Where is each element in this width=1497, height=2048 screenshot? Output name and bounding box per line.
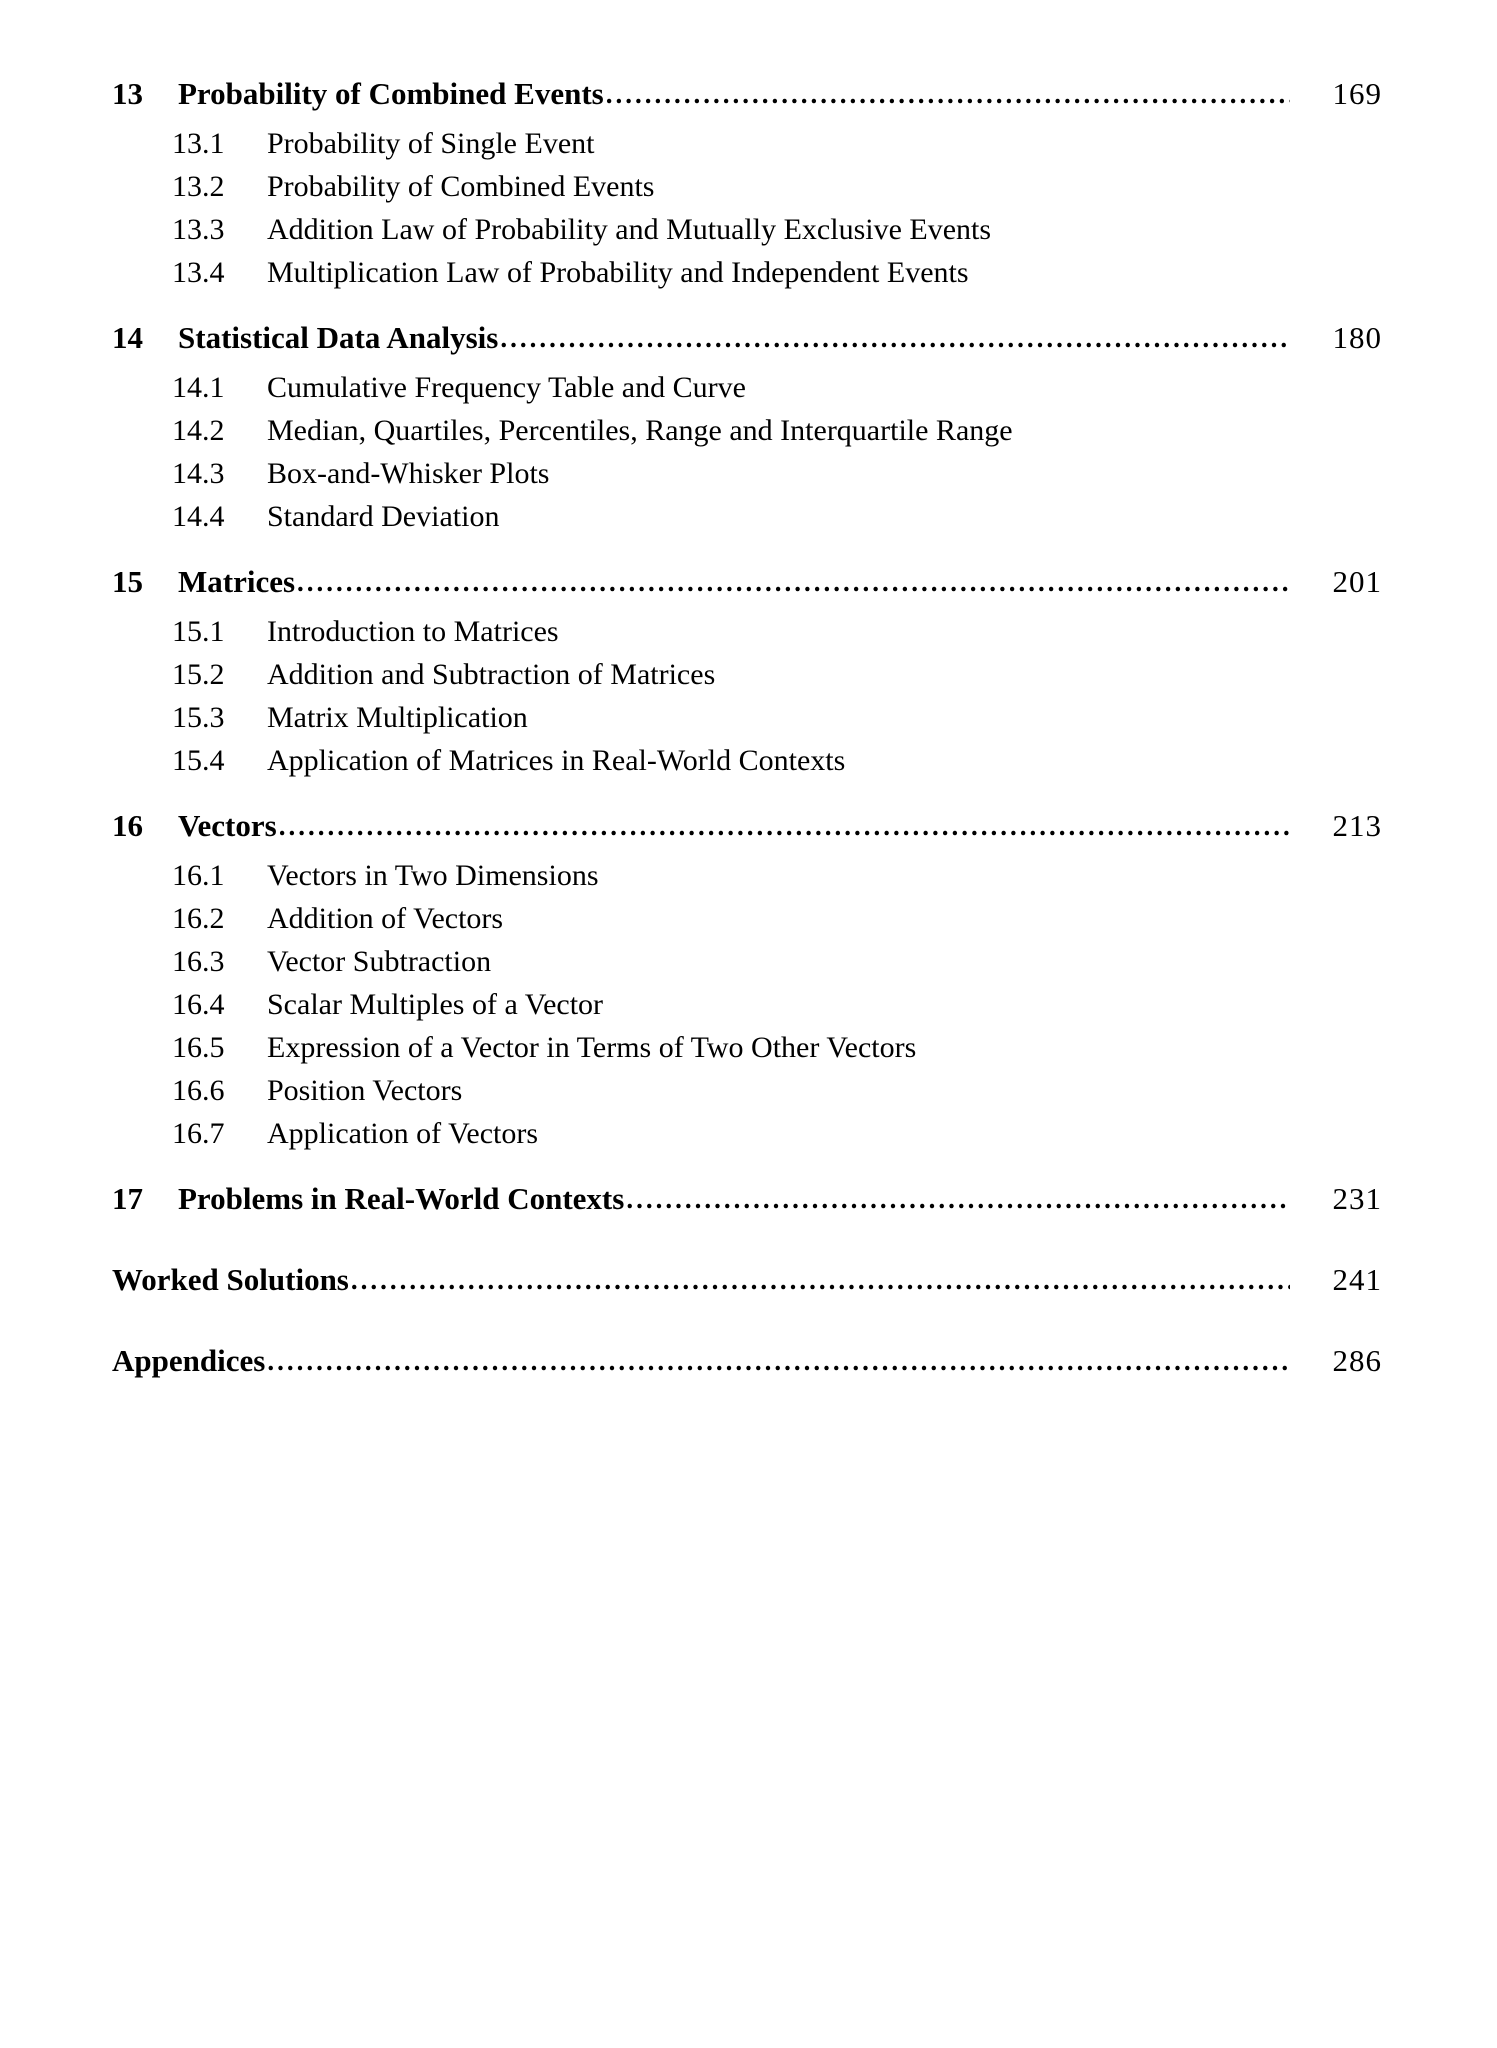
section-title: Position Vectors (267, 1074, 463, 1107)
toc-chapter-entry[interactable] (112, 566, 1382, 597)
section-number: 13.4 (172, 256, 225, 289)
section-title: Vector Subtraction (267, 945, 492, 978)
chapter-number: 15 (112, 564, 143, 599)
chapter-page-number: 180 (1332, 320, 1382, 355)
chapter-page-number: 201 (1332, 564, 1382, 599)
section-number: 13.1 (172, 127, 225, 160)
toc-chapter-block (112, 1345, 1382, 1376)
toc-chapter-entry[interactable] (112, 1183, 1382, 1214)
toc-section-entry[interactable] (112, 1033, 1382, 1063)
dot-leader (297, 569, 1290, 596)
section-title: Box-and-Whisker Plots (267, 457, 550, 490)
chapter-number: 16 (112, 808, 143, 843)
chapter-title: Appendices (112, 1343, 266, 1378)
chapter-number: 14 (112, 320, 143, 355)
section-title: Expression of a Vector in Terms of Two Other Vectors (267, 1031, 917, 1064)
section-title: Multiplication Law of Probability and Independent Events (267, 256, 969, 289)
section-number: 13.2 (172, 170, 225, 203)
chapter-page-number: 231 (1332, 1181, 1382, 1216)
section-number: 16.4 (172, 988, 225, 1021)
section-title: Median, Quartiles, Percentiles, Range and Interquartile Range (267, 414, 1013, 447)
chapter-title: Statistical Data Analysis (178, 320, 499, 355)
chapter-title: Vectors (178, 808, 277, 843)
toc-chapter-block (112, 566, 1382, 776)
toc-section-entry[interactable] (112, 861, 1382, 891)
section-title: Introduction to Matrices (267, 615, 559, 648)
toc-section-entry[interactable] (112, 459, 1382, 489)
chapter-page-number: 286 (1332, 1343, 1382, 1378)
dot-leader (500, 325, 1290, 352)
section-title: Cumulative Frequency Table and Curve (267, 371, 746, 404)
toc-section-entry[interactable] (112, 617, 1382, 647)
dot-leader (626, 1186, 1290, 1213)
toc-section-entry[interactable] (112, 703, 1382, 733)
section-number: 13.3 (172, 213, 225, 246)
toc-chapter-entry[interactable] (112, 1345, 1382, 1376)
toc-section-entry[interactable] (112, 1119, 1382, 1149)
toc-section-entry[interactable] (112, 660, 1382, 690)
toc-chapter-entry[interactable] (112, 810, 1382, 841)
section-number: 14.3 (172, 457, 225, 490)
section-title: Vectors in Two Dimensions (267, 859, 599, 892)
section-number: 14.2 (172, 414, 225, 447)
dot-leader (351, 1267, 1290, 1294)
toc-section-entry[interactable] (112, 990, 1382, 1020)
section-title: Matrix Multiplication (267, 701, 528, 734)
toc-section-entry[interactable] (112, 416, 1382, 446)
toc-chapter-block (112, 810, 1382, 1149)
section-title: Addition Law of Probability and Mutually Exclusive Events (267, 213, 992, 246)
section-number: 16.7 (172, 1117, 225, 1150)
section-number: 15.3 (172, 701, 225, 734)
section-number: 16.5 (172, 1031, 225, 1064)
section-title: Scalar Multiples of a Vector (267, 988, 604, 1021)
toc-section-entry[interactable] (112, 502, 1382, 532)
section-number: 16.3 (172, 945, 225, 978)
section-number: 15.4 (172, 744, 225, 777)
section-title: Addition of Vectors (267, 902, 504, 935)
chapter-title: Worked Solutions (112, 1262, 349, 1297)
chapter-title: Problems in Real-World Contexts (178, 1181, 625, 1216)
toc-section-entry[interactable] (112, 373, 1382, 403)
chapter-page-number: 213 (1332, 808, 1382, 843)
section-number: 14.4 (172, 500, 225, 533)
section-title: Probability of Single Event (267, 127, 595, 160)
section-title: Addition and Subtraction of Matrices (267, 658, 716, 691)
dot-leader (606, 81, 1290, 108)
toc-chapter-entry[interactable] (112, 1264, 1382, 1295)
section-title: Probability of Combined Events (267, 170, 655, 203)
table-of-contents (112, 78, 1382, 1376)
toc-chapter-block (112, 1183, 1382, 1214)
toc-chapter-block (112, 1264, 1382, 1295)
section-number: 16.6 (172, 1074, 225, 1107)
chapter-page-number: 169 (1332, 76, 1382, 111)
section-number: 14.1 (172, 371, 225, 404)
chapter-title: Matrices (178, 564, 296, 599)
toc-chapter-block (112, 322, 1382, 532)
toc-section-entry[interactable] (112, 904, 1382, 934)
section-number: 15.1 (172, 615, 225, 648)
section-title: Application of Vectors (267, 1117, 539, 1150)
toc-section-entry[interactable] (112, 1076, 1382, 1106)
toc-section-entry[interactable] (112, 947, 1382, 977)
dot-leader (279, 813, 1290, 840)
section-title: Standard Deviation (267, 500, 500, 533)
toc-chapter-entry[interactable] (112, 322, 1382, 353)
toc-section-entry[interactable] (112, 129, 1382, 159)
section-number: 16.2 (172, 902, 225, 935)
dot-leader (267, 1348, 1290, 1375)
chapter-page-number: 241 (1332, 1262, 1382, 1297)
section-number: 16.1 (172, 859, 225, 892)
chapter-number: 13 (112, 76, 143, 111)
section-title: Application of Matrices in Real-World Contexts (267, 744, 846, 777)
toc-chapter-block (112, 78, 1382, 288)
chapter-title: Probability of Combined Events (178, 76, 604, 111)
section-number: 15.2 (172, 658, 225, 691)
toc-section-entry[interactable] (112, 258, 1382, 288)
toc-section-entry[interactable] (112, 215, 1382, 245)
toc-chapter-entry[interactable] (112, 78, 1382, 109)
toc-section-entry[interactable] (112, 172, 1382, 202)
toc-section-entry[interactable] (112, 746, 1382, 776)
chapter-number: 17 (112, 1181, 143, 1216)
